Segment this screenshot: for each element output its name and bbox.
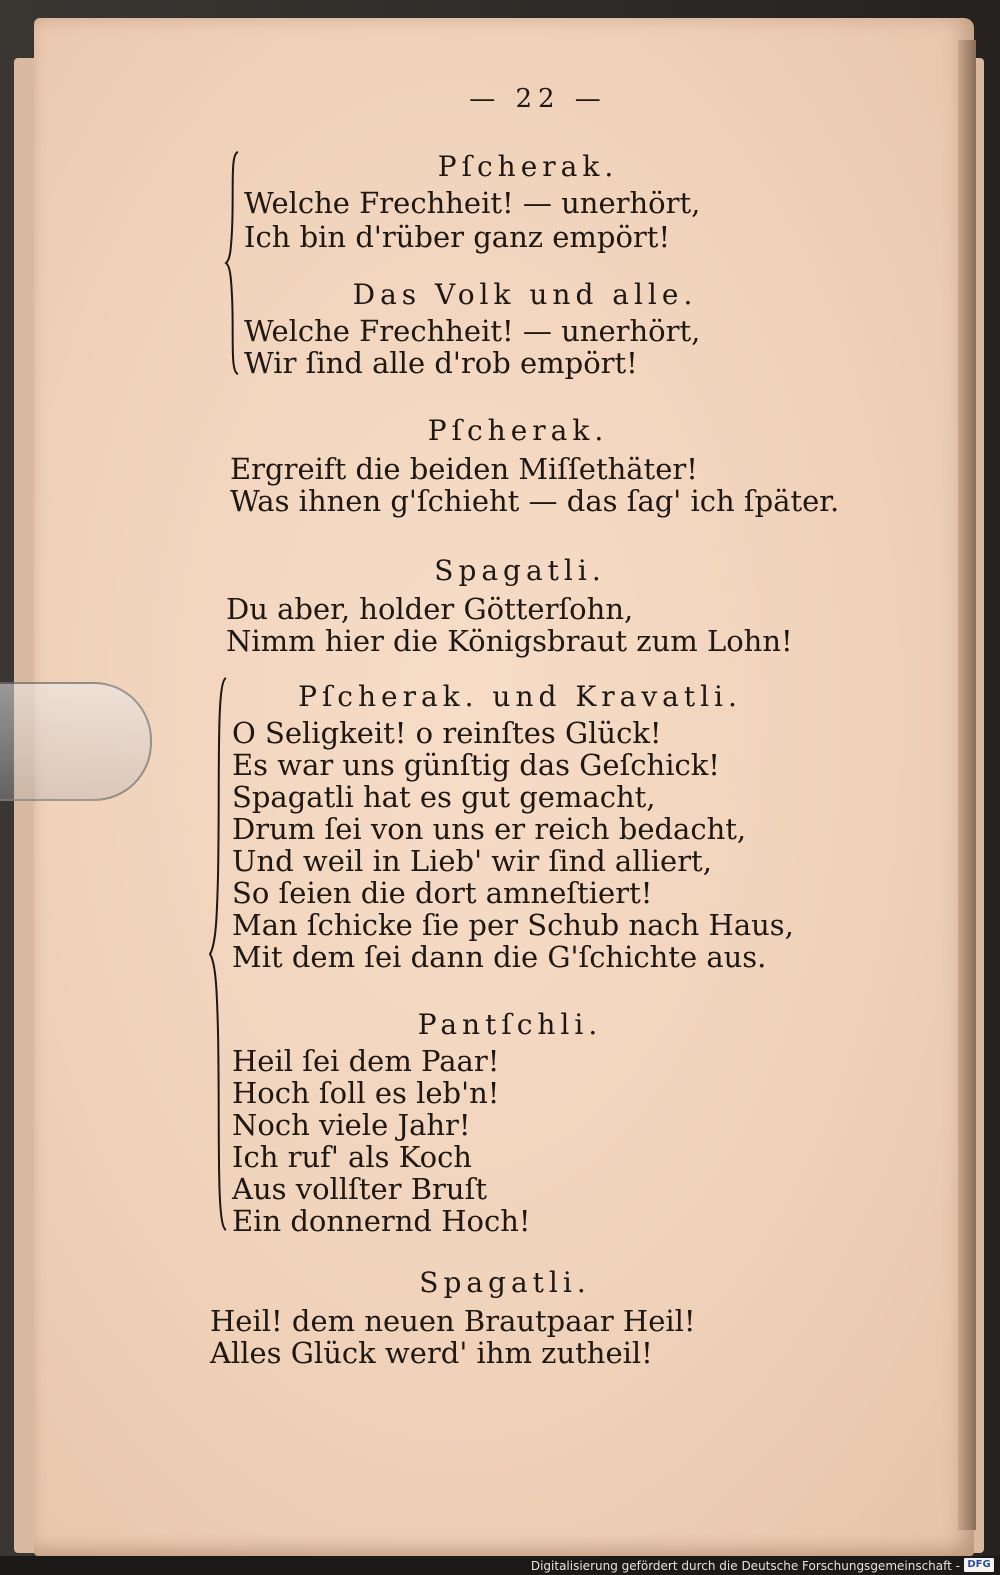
page-number: — 22 — <box>469 84 607 114</box>
verse-line: So ſeien die dort amneſtiert! <box>232 876 653 910</box>
brace-icon <box>224 150 240 376</box>
verse-line: Alles Glück werd' ihm zutheil! <box>210 1336 653 1370</box>
verse-line: O Seligkeit! o reinſtes Glück! <box>232 716 662 750</box>
verse-line: Drum ſei von uns er reich bedacht, <box>232 812 747 846</box>
verse-line: Ich ruf' als Koch <box>232 1140 472 1174</box>
footer-credit: Digitalisierung gefördert durch die Deutsche Forschungsgemeinschaft - <box>530 1559 960 1573</box>
verse-line: Mit dem ſei dann die G'ſchichte aus. <box>232 940 767 974</box>
speaker-volk: Das Volk und alle. <box>352 278 698 311</box>
verse-line: Man ſchicke ſie per Schub nach Haus, <box>232 908 794 942</box>
verse-line: Es war uns günſtig das Geſchick! <box>232 748 720 782</box>
verse-line: Du aber, holder Götterſohn, <box>226 592 634 626</box>
verse-line: Nimm hier die Königsbraut zum Lohn! <box>226 624 793 658</box>
dfg-logo: DFG <box>964 1558 994 1572</box>
verse-line: Welche Frechheit! — unerhört, <box>244 186 701 220</box>
brace-icon <box>208 676 228 1232</box>
verse-line: Ergreift die beiden Miſſethäter! <box>230 452 698 486</box>
verse-line: Und weil in Lieb' wir ſind alliert, <box>232 844 712 878</box>
verse-line: Welche Frechheit! — unerhört, <box>244 314 701 348</box>
verse-line: Ich bin d'rüber ganz empört! <box>244 220 671 254</box>
speaker-pscherak: Pſcherak. <box>437 150 619 183</box>
page-clip <box>0 682 152 801</box>
verse-line: Ein donnernd Hoch! <box>232 1204 531 1238</box>
verse-line: Noch viele Jahr! <box>232 1108 471 1142</box>
speaker-pantschli: Pantſchli. <box>417 1008 603 1041</box>
verse-line: Heil! dem neuen Brautpaar Heil! <box>210 1304 696 1338</box>
verse-line: Aus vollſter Bruſt <box>232 1172 487 1206</box>
speaker-spagatli: Spagatli. <box>434 554 606 587</box>
verse-line: Hoch ſoll es leb'n! <box>232 1076 500 1110</box>
verse-line: Heil ſei dem Paar! <box>232 1044 500 1078</box>
speaker-pscherak: Pſcherak. <box>427 414 609 447</box>
verse-line: Spagatli hat es gut gemacht, <box>232 780 656 814</box>
verse-line: Wir ſind alle d'rob empört! <box>244 346 638 380</box>
speaker-spagatli: Spagatli. <box>419 1266 591 1299</box>
verse-line: Was ihnen g'ſchieht — das ſag' ich ſpäter. <box>230 484 840 518</box>
speaker-pscherak-kravatli: Pſcherak. und Kravatli. <box>298 680 742 713</box>
